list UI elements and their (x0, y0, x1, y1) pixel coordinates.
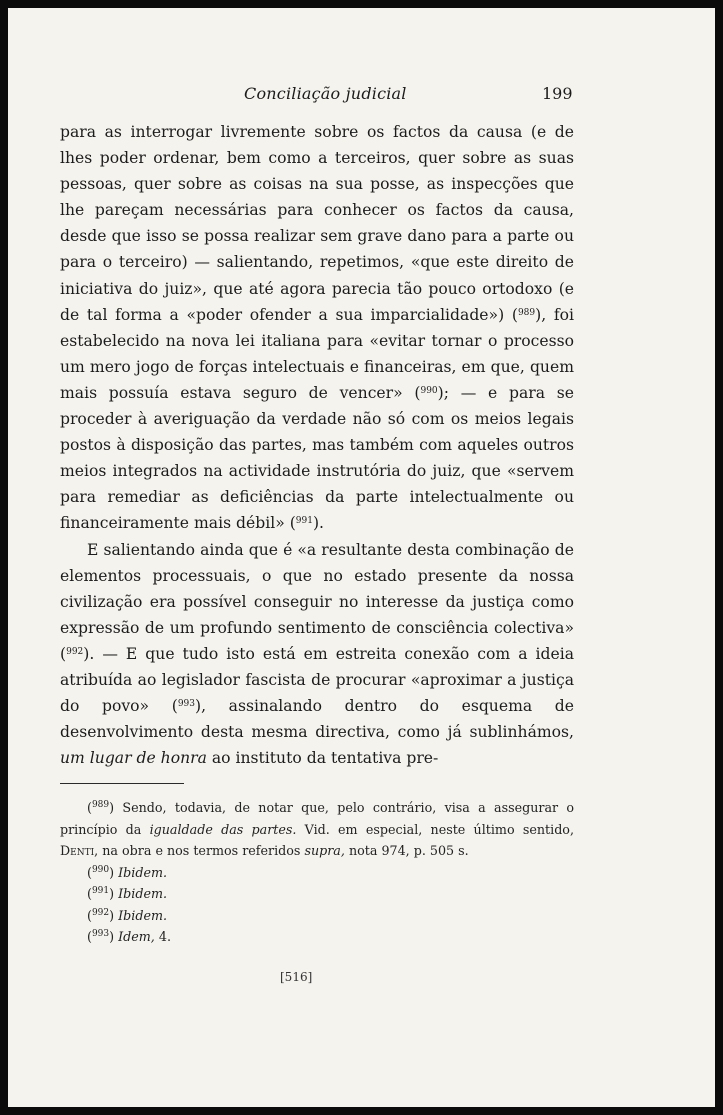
page-number: 199 (542, 84, 573, 103)
body-text (60, 119, 574, 771)
text-run: para as interrogar livremente sobre os factos da causa (e de lhes poder ordenar, bem como a terceiros, quer sobre as suas pessoas, quer sobre as coisas na sua posse, as inspecções que lhe pareçam necessárias para conhecer os factos da causa, desde que isso se possa realizar sem grave dano para a parte ou para o terceiro) — salientando, repetimos, «que este direito de iniciativa do juiz», que até agora parecia tão pouco ortodoxo (e de tal forma a «poder ofender a sua imparcialidade») ( (60, 123, 574, 324)
note-ref-993: 993 (177, 699, 195, 710)
footnote-text: Idem, (118, 929, 155, 944)
text-run: nota 974, p. 505 s. (344, 843, 469, 858)
footnote-number: 993 (91, 929, 110, 939)
footnote-number: 991 (91, 886, 110, 896)
footnote-number: 989 (91, 800, 110, 810)
text-run: ); — e para se proceder à averiguação da verdade não só com os meios legais postos à disposição das partes, mas também com aqueles outros meios integrados na actividade instrutória do juiz, que «servem para remediar as deficiências da parte intelectualmente ou financeiramente mais débil» ( (60, 383, 575, 533)
text-run: ), assinalando dentro do esquema de desenvolvimento desta mesma directiva, como já sublinhámos, (60, 697, 574, 742)
text-run: ao instituto da tentativa pre- (206, 749, 439, 768)
emphasis-text: supra, (304, 843, 345, 858)
emphasis-text: um lugar de honra (60, 749, 207, 768)
footnote-992: ($^{992}$) Ibidem. (87, 907, 168, 923)
note-ref-990: 990 (420, 385, 438, 396)
paragraph-1 (60, 119, 574, 537)
text-run: ). (312, 514, 325, 533)
text-run: 4. (154, 929, 171, 944)
text-run: Vid. em especial, neste último sentido, (296, 821, 574, 837)
text-run: E salientando ainda que é «a resultante desta combinação de elementos processuais, o que no estado presente da nossa civilização era possível conseguir no interesse da justiça como expressão de um profundo sentimento de consciência colectiva» ( (60, 540, 574, 663)
text-run: ). — E que tudo isto está em estreita conexão com a ideia atribuída ao legislador fascista de procurar «aproximar a justiça do povo» ( (60, 644, 574, 716)
footnote-991: ($^{991}$) Ibidem. (87, 886, 168, 901)
text-run: ), foi estabelecido na nova lei italiana para «evitar tornar o processo um mero jogo de forças intelectuais e financeiras, em que, quem mais possuía estava seguro de vencer» ( (60, 305, 574, 402)
footnote-text: Ibidem. (118, 886, 168, 901)
footnote-990: ($^{990}$) Ibidem. (87, 864, 168, 880)
footnote-number: 990 (91, 864, 110, 875)
note-ref-989: 989 (517, 307, 536, 318)
print-sheet-mark: [516] (280, 970, 313, 984)
running-title: Conciliação judicial (244, 84, 407, 103)
footnote-separator (60, 783, 184, 784)
text-run: na obra e nos termos referidos (98, 843, 305, 858)
document-page (8, 8, 715, 1107)
footnote-993: ($^{993}$) Idem, 4. (87, 929, 171, 944)
footnote-number: 992 (91, 907, 110, 918)
author-name: Denti, (60, 843, 99, 858)
emphasis-text: igualdade das partes. (149, 821, 297, 837)
running-header (8, 84, 715, 108)
text-run: Sendo, todavia, de notar que, pelo contrário, visa a assegurar o princípio da (60, 800, 575, 837)
note-ref-992: 992 (66, 646, 84, 657)
footnotes (60, 797, 574, 948)
footnote-989: ($^{989}$) Sendo, todavia, de notar que, pelo contrário, visa a assegurar o princípio da igualdade das partes. Vid. em especial, neste último sentido, Denti, na obra e nos termos referidos supra, nota 974, p. 505 s. (60, 800, 575, 858)
note-ref-991: 991 (295, 516, 313, 527)
footnote-text: Ibidem. (118, 864, 168, 880)
paragraph-2 (60, 537, 574, 772)
footnote-text: Ibidem. (118, 907, 168, 923)
